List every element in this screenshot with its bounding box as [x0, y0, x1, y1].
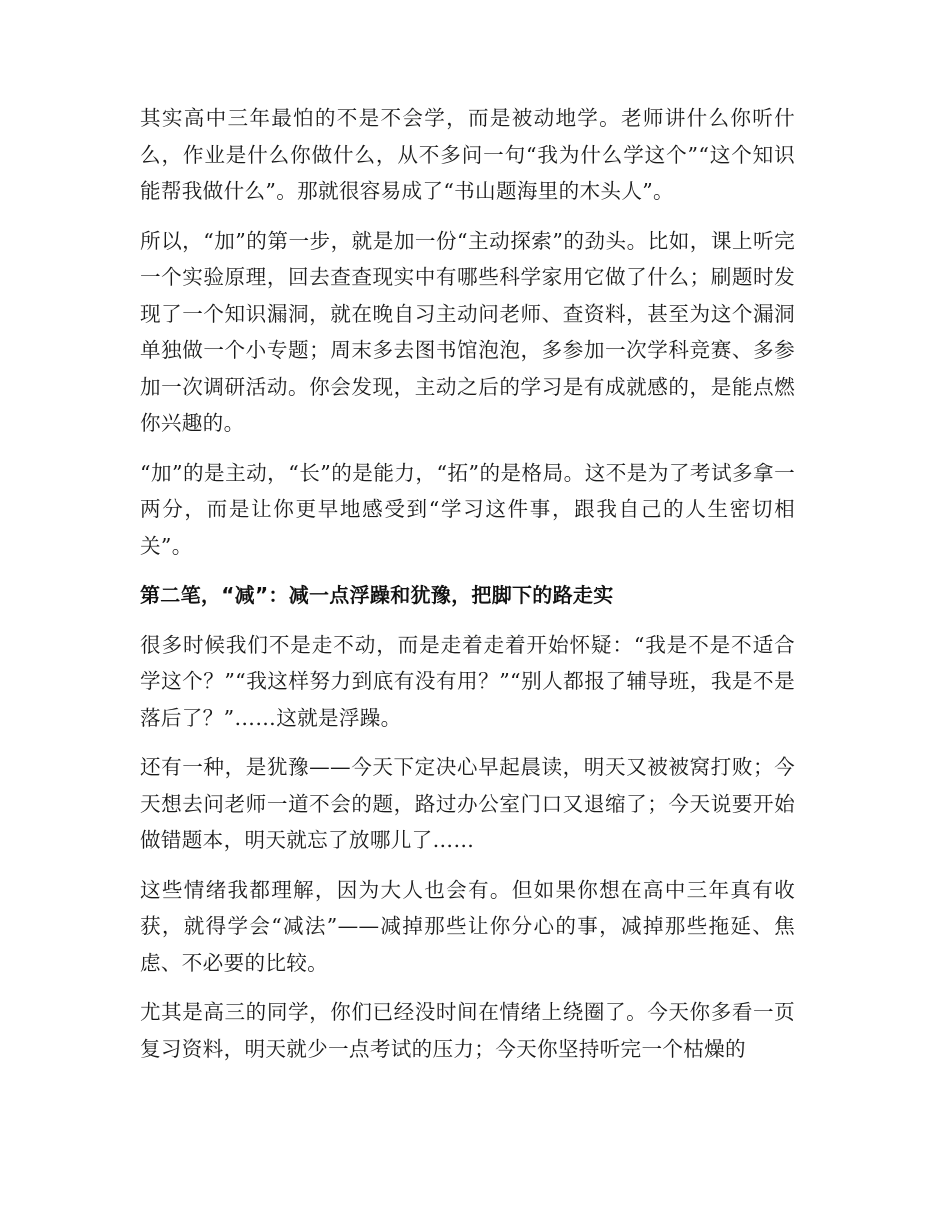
paragraph-senior-students: 尤其是高三的同学，你们已经没时间在情绪上绕圈了。今天你多看一页复习资料，明天就少一点考试的压力；今天你坚持听完一个枯燥的	[140, 1000, 795, 1061]
paragraph-subtraction: 这些情绪我都理解，因为大人也会有。但如果你想在高中三年真有收获，就得学会“减法”——减掉那些让你分心的事，减掉那些拖延、焦虑、不必要的比较。	[140, 877, 795, 975]
section-heading-subtract: 第二笔，“减”：减一点浮躁和犹豫，把脚下的路走实	[140, 583, 614, 607]
paragraph-impetuousness: 很多时候我们不是走不动，而是走着走着开始怀疑：“我是不是不适合学这个？”“我这样努力到底有没有用？”“别人都报了辅导班，我是不是落后了？”……这就是浮躁。	[140, 632, 795, 730]
document-page	[140, 100, 795, 1080]
paragraph-passive-learning: 其实高中三年最怕的不是不会学，而是被动地学。老师讲什么你听什么，作业是什么你做什么，从不多问一句“我为什么学这个”“这个知识能帮我做什么”。那就很容易成了“书山题海里的木头人”。	[140, 106, 795, 203]
paragraph-hesitation: 还有一种，是犹豫——今天下定决心早起晨读，明天又被被窝打败；今天想去问老师一道不会的题，路过办公室门口又退缩了；今天说要开始做错题本，明天就忘了放哪儿了……	[140, 755, 795, 852]
paragraph-add-summary: “加”的是主动，“长”的是能力，“拓”的是格局。这不是为了考试多拿一两分，而是让你更早地感受到“学习这件事，跟我自己的人生密切相关”。	[140, 460, 795, 558]
paragraph-active-exploration: 所以，“加”的第一步，就是加一份“主动探索”的劲头。比如，课上听完一个实验原理，回去查查现实中有哪些科学家用它做了什么；刷题时发现了一个知识漏洞，就在晚自习主动问老师、查资料，甚至为这个漏洞单独做一个小专题；周末多去图书馆泡泡，多参加一次学科竞赛、多参加一次调研活动。你会发现，主动之后的学习是有成就感的，是能点燃你兴趣的。	[140, 228, 795, 435]
